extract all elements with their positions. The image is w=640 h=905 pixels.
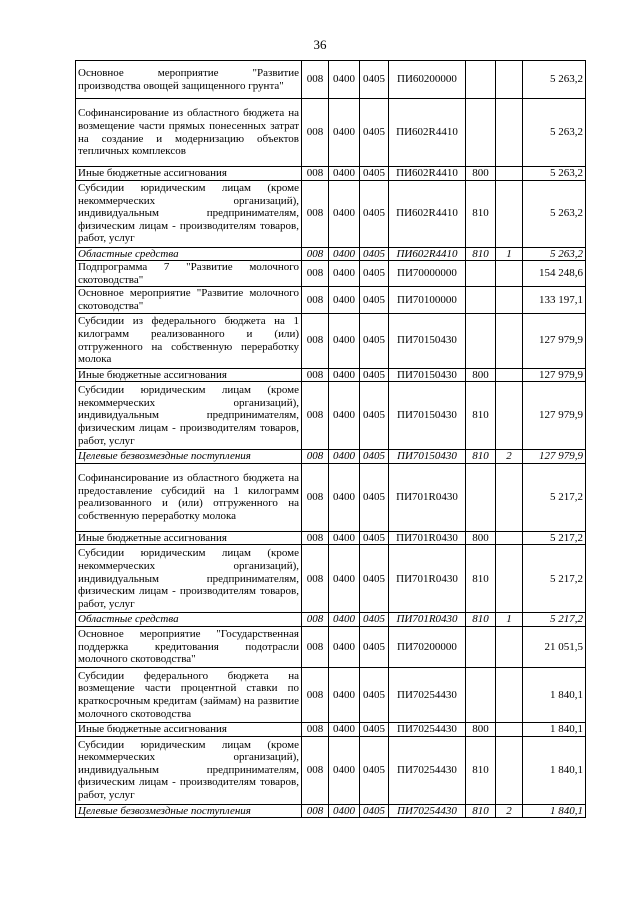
cell-amount: 133 197,1: [523, 287, 586, 313]
table-row: [76, 180, 586, 247]
cell-subsection-code: 0405: [360, 613, 389, 627]
table-row: [76, 61, 586, 99]
cell-expense-type: 800: [466, 722, 496, 736]
cell-funding-source: [496, 626, 523, 667]
cell-name: Целевые безвозмездные поступления: [76, 804, 302, 818]
cell-amount: 127 979,9: [523, 313, 586, 368]
cell-funding-source: 1: [496, 247, 523, 261]
cell-target-article: ПИ70000000: [389, 261, 466, 287]
cell-ministry-code: 008: [302, 287, 329, 313]
cell-subsection-code: 0405: [360, 261, 389, 287]
cell-amount: 1 840,1: [523, 667, 586, 722]
cell-section-code: 0400: [329, 382, 360, 450]
cell-expense-type: [466, 313, 496, 368]
cell-funding-source: [496, 180, 523, 247]
cell-expense-type: 810: [466, 804, 496, 818]
cell-name: Субсидии федерального бюджета на возмещение части процентной ставки по краткосрочным кредитам (займам) на развитие молочного скотоводства: [76, 667, 302, 722]
cell-name: Иные бюджетные ассигнования: [76, 531, 302, 545]
cell-subsection-code: 0405: [360, 450, 389, 464]
table-row: [76, 545, 586, 613]
table-row: [76, 531, 586, 545]
table-row: [76, 247, 586, 261]
cell-amount: 5 263,2: [523, 61, 586, 99]
cell-funding-source: [496, 99, 523, 167]
table-row: [76, 722, 586, 736]
table-row: [76, 261, 586, 287]
cell-expense-type: 800: [466, 167, 496, 181]
cell-section-code: 0400: [329, 613, 360, 627]
cell-name: Иные бюджетные ассигнования: [76, 722, 302, 736]
cell-amount: 5 217,2: [523, 545, 586, 613]
cell-target-article: ПИ70150430: [389, 313, 466, 368]
cell-funding-source: [496, 667, 523, 722]
cell-ministry-code: 008: [302, 531, 329, 545]
cell-name: Основное мероприятие "Государственная поддержка кредитования подотрасли молочного скотоводства": [76, 626, 302, 667]
cell-subsection-code: 0405: [360, 382, 389, 450]
cell-name: Основное мероприятие "Развитие молочного скотоводства": [76, 287, 302, 313]
cell-subsection-code: 0405: [360, 287, 389, 313]
cell-name: Софинансирование из областного бюджета на предоставление субсидий на 1 килограмм реализованного и (или) отгруженного на собственную переработку молока: [76, 463, 302, 531]
cell-subsection-code: 0405: [360, 167, 389, 181]
cell-funding-source: [496, 313, 523, 368]
cell-subsection-code: 0405: [360, 313, 389, 368]
cell-ministry-code: 008: [302, 99, 329, 167]
table-row: [76, 804, 586, 818]
cell-section-code: 0400: [329, 313, 360, 368]
cell-section-code: 0400: [329, 667, 360, 722]
cell-target-article: ПИ60200000: [389, 61, 466, 99]
cell-ministry-code: 008: [302, 61, 329, 99]
cell-expense-type: [466, 287, 496, 313]
cell-expense-type: [466, 99, 496, 167]
cell-name: Иные бюджетные ассигнования: [76, 167, 302, 181]
cell-expense-type: 800: [466, 368, 496, 382]
cell-section-code: 0400: [329, 180, 360, 247]
cell-ministry-code: 008: [302, 247, 329, 261]
cell-funding-source: 2: [496, 804, 523, 818]
cell-funding-source: [496, 261, 523, 287]
cell-expense-type: 810: [466, 450, 496, 464]
cell-ministry-code: 008: [302, 804, 329, 818]
cell-section-code: 0400: [329, 545, 360, 613]
cell-expense-type: 810: [466, 180, 496, 247]
cell-target-article: ПИ70254430: [389, 667, 466, 722]
cell-target-article: ПИ602R4410: [389, 247, 466, 261]
cell-target-article: ПИ701R0430: [389, 531, 466, 545]
cell-section-code: 0400: [329, 804, 360, 818]
cell-amount: 5 263,2: [523, 180, 586, 247]
budget-table-body: [76, 61, 586, 818]
cell-section-code: 0400: [329, 531, 360, 545]
cell-ministry-code: 008: [302, 667, 329, 722]
cell-funding-source: [496, 382, 523, 450]
cell-expense-type: [466, 667, 496, 722]
cell-ministry-code: 008: [302, 545, 329, 613]
cell-subsection-code: 0405: [360, 804, 389, 818]
cell-subsection-code: 0405: [360, 667, 389, 722]
cell-ministry-code: 008: [302, 167, 329, 181]
cell-ministry-code: 008: [302, 722, 329, 736]
cell-target-article: ПИ602R4410: [389, 167, 466, 181]
cell-amount: 5 217,2: [523, 463, 586, 531]
cell-target-article: ПИ701R0430: [389, 463, 466, 531]
cell-name: Иные бюджетные ассигнования: [76, 368, 302, 382]
cell-section-code: 0400: [329, 61, 360, 99]
cell-subsection-code: 0405: [360, 463, 389, 531]
cell-ministry-code: 008: [302, 450, 329, 464]
cell-ministry-code: 008: [302, 261, 329, 287]
cell-funding-source: [496, 61, 523, 99]
cell-section-code: 0400: [329, 626, 360, 667]
cell-expense-type: [466, 626, 496, 667]
cell-amount: 127 979,9: [523, 382, 586, 450]
cell-section-code: 0400: [329, 261, 360, 287]
cell-funding-source: [496, 722, 523, 736]
cell-ministry-code: 008: [302, 368, 329, 382]
cell-subsection-code: 0405: [360, 368, 389, 382]
cell-ministry-code: 008: [302, 736, 329, 804]
cell-amount: 127 979,9: [523, 450, 586, 464]
cell-funding-source: [496, 287, 523, 313]
cell-target-article: ПИ701R0430: [389, 613, 466, 627]
cell-target-article: ПИ70150430: [389, 382, 466, 450]
cell-subsection-code: 0405: [360, 626, 389, 667]
cell-amount: 5 217,2: [523, 531, 586, 545]
cell-amount: 1 840,1: [523, 736, 586, 804]
cell-section-code: 0400: [329, 167, 360, 181]
table-row: [76, 313, 586, 368]
cell-name: Субсидии юридическим лицам (кроме некоммерческих организаций), индивидуальным предпринимателям, физическим лицам - производителям товаров, работ, услуг: [76, 545, 302, 613]
cell-expense-type: 810: [466, 545, 496, 613]
cell-funding-source: [496, 545, 523, 613]
cell-expense-type: 800: [466, 531, 496, 545]
cell-expense-type: [466, 61, 496, 99]
cell-target-article: ПИ70200000: [389, 626, 466, 667]
cell-ministry-code: 008: [302, 313, 329, 368]
table-row: [76, 736, 586, 804]
cell-section-code: 0400: [329, 247, 360, 261]
table-row: [76, 613, 586, 627]
cell-target-article: ПИ70100000: [389, 287, 466, 313]
budget-table: [75, 60, 586, 818]
cell-target-article: ПИ70254430: [389, 736, 466, 804]
cell-name: Основное мероприятие "Развитие производства овощей защищенного грунта": [76, 61, 302, 99]
cell-target-article: ПИ602R4410: [389, 180, 466, 247]
cell-subsection-code: 0405: [360, 545, 389, 613]
cell-section-code: 0400: [329, 99, 360, 167]
cell-name: Областные средства: [76, 613, 302, 627]
cell-funding-source: [496, 368, 523, 382]
table-row: [76, 382, 586, 450]
cell-amount: 5 217,2: [523, 613, 586, 627]
cell-expense-type: 810: [466, 736, 496, 804]
cell-funding-source: [496, 463, 523, 531]
cell-section-code: 0400: [329, 463, 360, 531]
cell-target-article: ПИ70150430: [389, 368, 466, 382]
cell-section-code: 0400: [329, 736, 360, 804]
cell-ministry-code: 008: [302, 626, 329, 667]
cell-expense-type: 810: [466, 613, 496, 627]
cell-amount: 21 051,5: [523, 626, 586, 667]
cell-ministry-code: 008: [302, 613, 329, 627]
cell-subsection-code: 0405: [360, 61, 389, 99]
cell-funding-source: [496, 736, 523, 804]
cell-funding-source: [496, 531, 523, 545]
cell-amount: 154 248,6: [523, 261, 586, 287]
cell-amount: 1 840,1: [523, 804, 586, 818]
table-row: [76, 626, 586, 667]
cell-target-article: ПИ70150430: [389, 450, 466, 464]
cell-funding-source: [496, 167, 523, 181]
cell-target-article: ПИ70254430: [389, 722, 466, 736]
cell-target-article: ПИ602R4410: [389, 99, 466, 167]
cell-target-article: ПИ701R0430: [389, 545, 466, 613]
cell-subsection-code: 0405: [360, 531, 389, 545]
table-row: [76, 368, 586, 382]
cell-name: Субсидии юридическим лицам (кроме некоммерческих организаций), индивидуальным предпринимателям, физическим лицам - производителям товаров, работ, услуг: [76, 180, 302, 247]
cell-name: Подпрограмма 7 "Развитие молочного скотоводства": [76, 261, 302, 287]
cell-name: Субсидии юридическим лицам (кроме некоммерческих организаций), индивидуальным предпринимателям, физическим лицам - производителям товаров, работ, услуг: [76, 736, 302, 804]
cell-expense-type: [466, 261, 496, 287]
cell-amount: 5 263,2: [523, 99, 586, 167]
table-row: [76, 463, 586, 531]
cell-target-article: ПИ70254430: [389, 804, 466, 818]
cell-name: Областные средства: [76, 247, 302, 261]
cell-ministry-code: 008: [302, 382, 329, 450]
cell-funding-source: 2: [496, 450, 523, 464]
cell-expense-type: 810: [466, 382, 496, 450]
cell-amount: 5 263,2: [523, 247, 586, 261]
cell-amount: 5 263,2: [523, 167, 586, 181]
cell-ministry-code: 008: [302, 463, 329, 531]
cell-amount: 127 979,9: [523, 368, 586, 382]
cell-section-code: 0400: [329, 287, 360, 313]
table-row: [76, 667, 586, 722]
table-row: [76, 450, 586, 464]
table-row: [76, 167, 586, 181]
cell-section-code: 0400: [329, 368, 360, 382]
cell-expense-type: [466, 463, 496, 531]
cell-name: Целевые безвозмездные поступления: [76, 450, 302, 464]
cell-subsection-code: 0405: [360, 180, 389, 247]
cell-expense-type: 810: [466, 247, 496, 261]
table-row: [76, 99, 586, 167]
cell-subsection-code: 0405: [360, 722, 389, 736]
cell-subsection-code: 0405: [360, 99, 389, 167]
cell-name: Софинансирование из областного бюджета на возмещение части прямых понесенных затрат на создание и модернизацию объектов тепличных комплексов: [76, 99, 302, 167]
cell-subsection-code: 0405: [360, 247, 389, 261]
cell-name: Субсидии из федерального бюджета на 1 килограмм реализованного и (или) отгруженного на собственную переработку молока: [76, 313, 302, 368]
page-number: 36: [313, 37, 327, 52]
cell-funding-source: 1: [496, 613, 523, 627]
table-row: [76, 287, 586, 313]
cell-section-code: 0400: [329, 450, 360, 464]
cell-ministry-code: 008: [302, 180, 329, 247]
cell-subsection-code: 0405: [360, 736, 389, 804]
cell-amount: 1 840,1: [523, 722, 586, 736]
cell-section-code: 0400: [329, 722, 360, 736]
cell-name: Субсидии юридическим лицам (кроме некоммерческих организаций), индивидуальным предпринимателям, физическим лицам - производителям товаров, работ, услуг: [76, 382, 302, 450]
